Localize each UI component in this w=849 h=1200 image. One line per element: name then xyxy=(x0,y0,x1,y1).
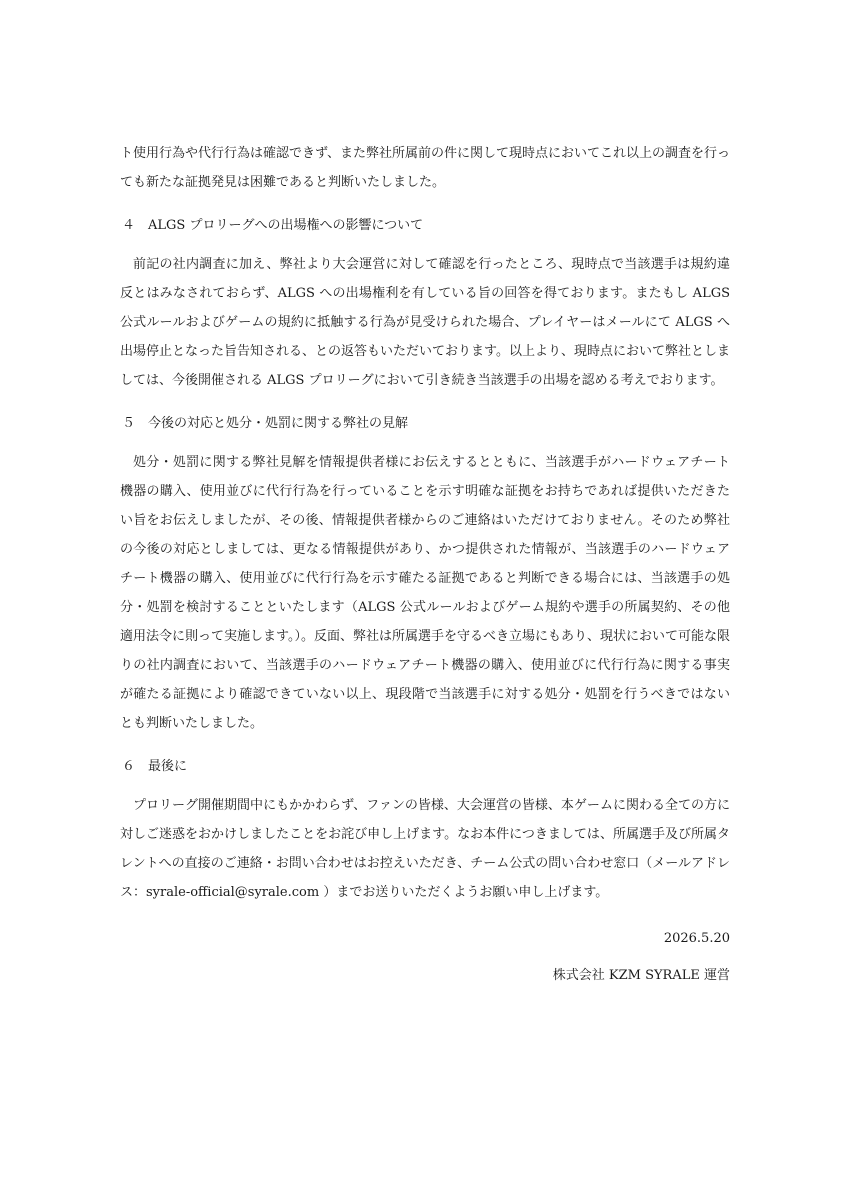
section-6-heading xyxy=(120,752,730,781)
section-6-body: プロリーグ開催期間中にもかかわらず、ファンの皆様、大会運営の皆様、本ゲームに関わる全ての方に対しご迷惑をおかけしましたことをお詫び申し上げます。なお本件につきましては、所属選手及び所属タレントへの直接のご連絡・お問い合わせはお控えいただき、チーム公式の問い合わせ窓口（メールアドレス：syrale-official@syrale.com ）までお送りいただくようお願い申し上げます。 xyxy=(120,798,730,900)
company-signature: 株式会社 KZM SYRALE 運営 xyxy=(552,968,730,983)
section-4-number: ４ xyxy=(122,218,136,233)
section-4-title: ALGS プロリーグへの出場権への影響について xyxy=(148,218,424,233)
section-5-title: 今後の対応と処分・処罰に関する弊社の見解 xyxy=(148,416,409,431)
section-6-number: ６ xyxy=(122,759,136,774)
section-5-body: 処分・処罰に関する弊社見解を情報提供者様にお伝えするとともに、当該選手がハードウェアチート機器の購入、使用並びに代行行為を行っていることを示す明確な証拠をお持ちであれば提供いただきたい旨をお伝えしましたが、その後、情報提供者様からのご連絡はいただけておりません。そのため弊社の今後の対応としましては、更なる情報提供があり、かつ提供された情報が、当該選手のハードウェアチート機器の購入、使用並びに代行行為を示す確たる証拠であると判断できる場合には、当該選手の処分・処罰を検討することといたします（ALGS 公式ルールおよびゲーム規約や選手の所属契約、その他適用法令に則って実施します。）。反面、弊社は所属選手を守るべき立場にもあり、現状において可能な限りの社内調査において、当該選手のハードウェアチート機器の購入、使用並びに代行行為に関する事実が確たる証拠により確認できていない以上、現段階で当該選手に対する処分・処罰を行うべきではないとも判断いたしました。 xyxy=(120,455,730,731)
document-date: 2026.5.20 xyxy=(663,931,730,946)
section-4-heading xyxy=(120,211,730,240)
section-5-heading xyxy=(120,409,730,438)
section-5-number: ５ xyxy=(122,416,136,431)
section-4-body: 前記の社内調査に加え、弊社より大会運営に対して確認を行ったところ、現時点で当該選手は規約違反とはみなされておらず、ALGS への出場権利を有している旨の回答を得ております。またもし ALGS 公式ルールおよびゲームの規約に抵触する行為が見受けられた場合、プレイヤーはメールにて ALGS へ出場停止となった旨告知される、との返答もいただいております。以上より、現時点において弊社としましては、今後開催される ALGS プロリーグにおいて引き続き当該選手の出場を認める考えでおります。 xyxy=(120,257,730,388)
section-6-title: 最後に xyxy=(148,759,188,774)
intro-paragraph: ト使用行為や代行行為は確認できず、また弊社所属前の件に関して現時点においてこれ以上の調査を行っても新たな証拠発見は困難であると判断いたしました。 xyxy=(120,146,730,190)
document-body xyxy=(120,139,730,907)
